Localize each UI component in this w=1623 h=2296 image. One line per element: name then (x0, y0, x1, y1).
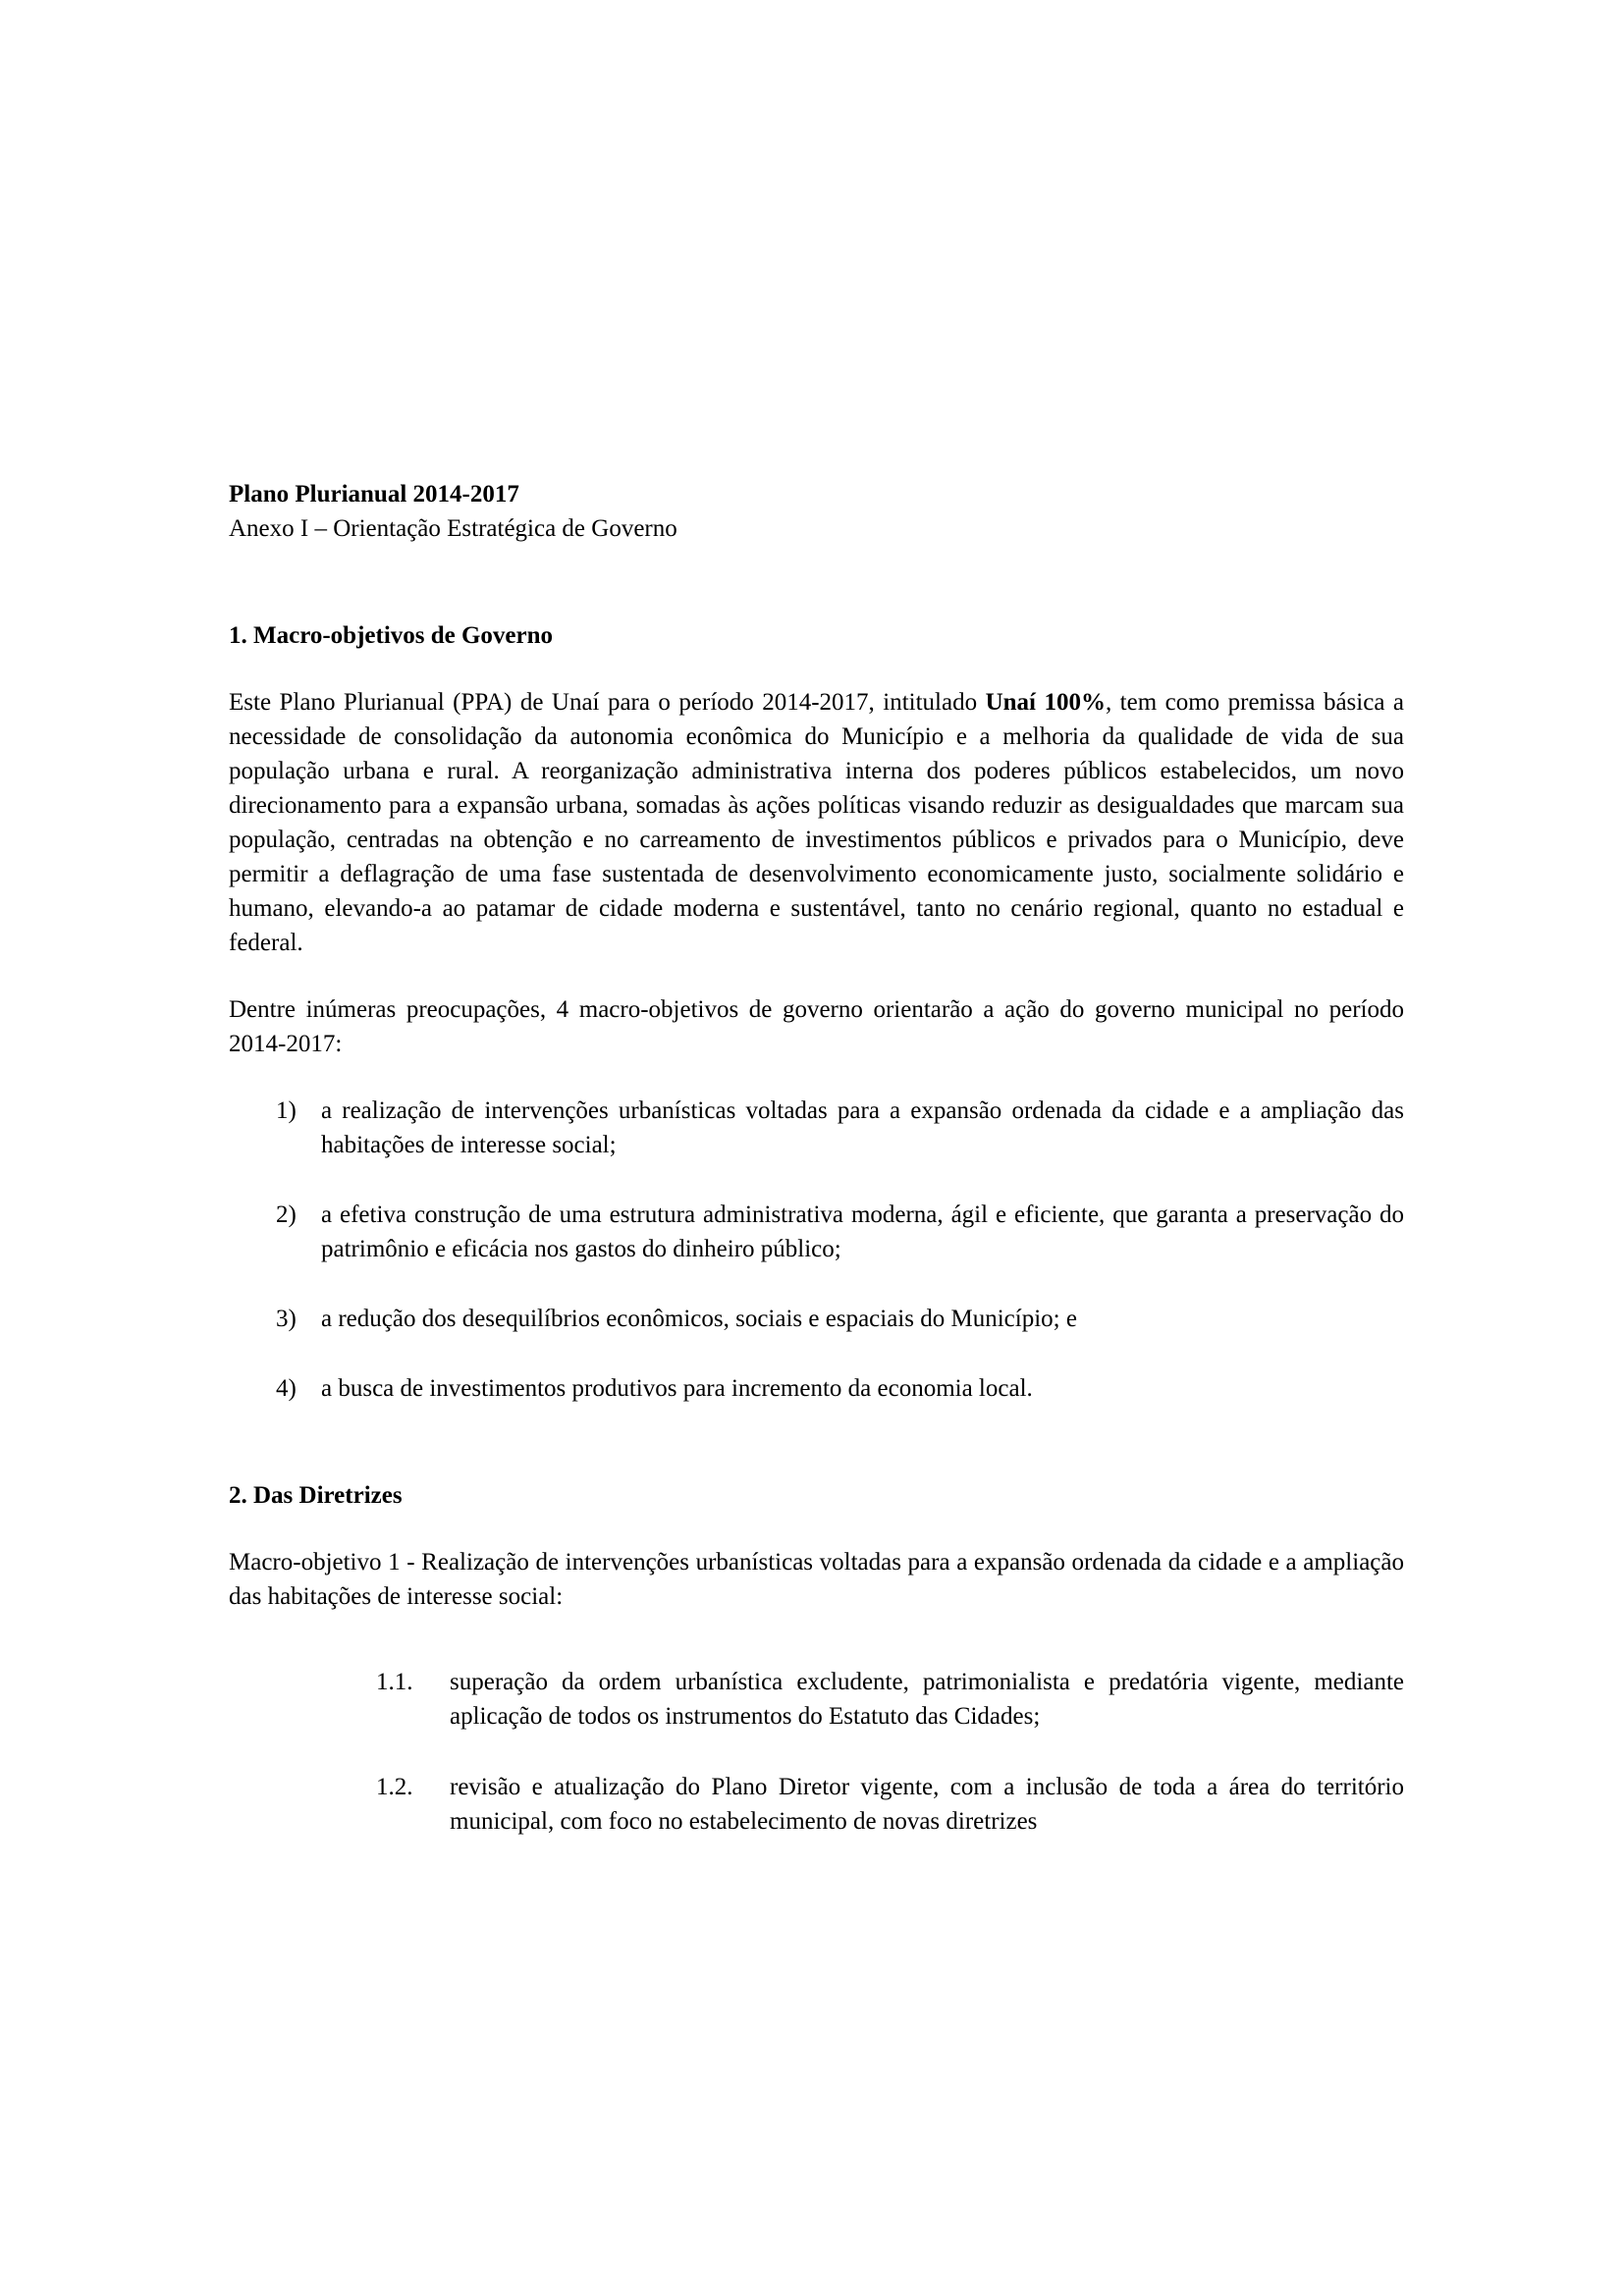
list-item (229, 1198, 1404, 1266)
directives-list (229, 1665, 1404, 1839)
list-item (229, 1770, 1404, 1839)
list-item (229, 1302, 1404, 1336)
list-item-number: 1.1. (376, 1669, 413, 1695)
list-item-number: 1) (276, 1097, 297, 1124)
list-item (229, 1094, 1404, 1162)
objectives-lead-paragraph: Dentre inúmeras preocupações, 4 macro-objetivos de governo orientarão a ação do governo municipal no período 2014-2017: (229, 996, 1404, 1057)
list-item-text: superação da ordem urbanística excludente, patrimonialista e predatória vigente, mediante aplicação de todos os instrumentos do Estatuto das Cidades; (450, 1669, 1404, 1730)
list-item-number: 4) (276, 1375, 297, 1402)
macro-objectives-list (229, 1094, 1404, 1406)
macro-objective-1-intro: Macro-objetivo 1 - Realização de intervenções urbanísticas voltadas para a expansão ordenada da cidade e a ampliação das habitações de interesse social: (229, 1549, 1404, 1610)
intro-paragraph (229, 685, 1404, 960)
list-item (229, 1371, 1404, 1406)
list-item-number: 1.2. (376, 1774, 413, 1800)
list-item (229, 1665, 1404, 1734)
intro-text-before: Este Plano Plurianual (PPA) de Unaí para o período 2014-2017, intitulado (229, 689, 986, 716)
section-heading-diretrizes: 2. Das Diretrizes (229, 1482, 403, 1509)
document-subtitle: Anexo I – Orientação Estratégica de Governo (229, 515, 677, 542)
program-name-bold: Unaí 100% (985, 689, 1106, 716)
section-heading-macro-objetivos: 1. Macro-objetivos de Governo (229, 622, 554, 649)
list-item-number: 2) (276, 1201, 297, 1228)
list-item-text: a busca de investimentos produtivos para incremento da economia local. (321, 1375, 1033, 1402)
document-title: Plano Plurianual 2014-2017 (229, 481, 519, 507)
intro-text-after: , tem como premissa básica a necessidade de consolidação da autonomia econômica do Município e a melhoria da qualidade de vida de sua população urbana e rural. A reorganização administrativa interna dos poderes públicos estabelecidos, um novo direcionamento para a expansão urbana, somadas às ações políticas visando reduzir as desigualdades que marcam sua população, centradas na obtenção e no carreamento de investimentos públicos e privados para o Município, deve permitir a deflagração de uma fase sustentada de desenvolvimento economicamente justo, socialmente solidário e humano, elevando-a ao patamar de cidade moderna e sustentável, tanto no cenário regional, quanto no estadual e federal. (229, 689, 1404, 956)
list-item-number: 3) (276, 1306, 297, 1332)
list-item-text: a realização de intervenções urbanísticas voltadas para a expansão ordenada da cidade e a ampliação das habitações de interesse social; (321, 1097, 1404, 1158)
page-content (229, 477, 1404, 1875)
list-item-text: a efetiva construção de uma estrutura administrativa moderna, ágil e eficiente, que garanta a preservação do patrimônio e eficácia nos gastos do dinheiro público; (321, 1201, 1404, 1262)
list-item-text: revisão e atualização do Plano Diretor vigente, com a inclusão de toda a área do território municipal, com foco no estabelecimento de novas diretrizes (450, 1774, 1404, 1835)
list-item-text: a redução dos desequilíbrios econômicos, sociais e espaciais do Município; e (321, 1306, 1077, 1332)
